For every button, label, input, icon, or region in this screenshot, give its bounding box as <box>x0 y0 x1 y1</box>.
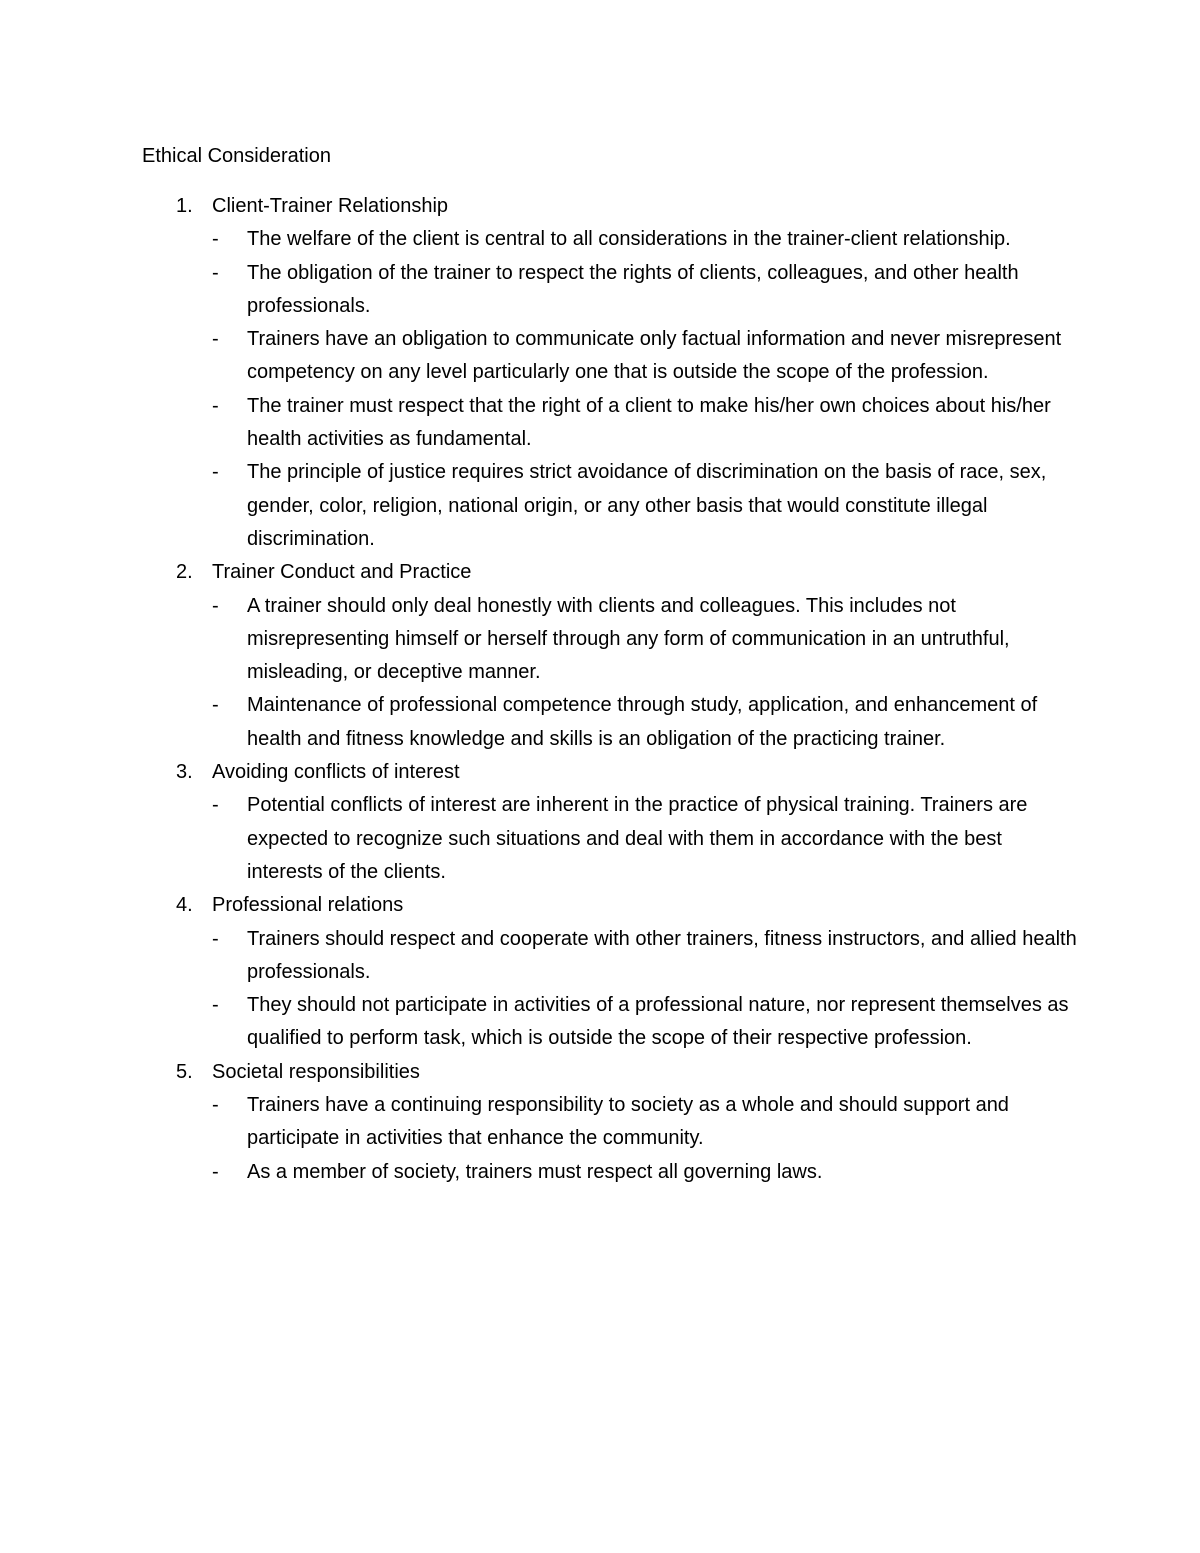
section-title: Societal responsibilities <box>212 1060 420 1083</box>
section-number: 4. <box>176 894 193 917</box>
dash-marker: - <box>212 1160 219 1183</box>
bullet-text: A trainer should only deal honestly with clients and colleagues. This includes not misrepresenting himself or herself through any form of communication in an untruthful, misleading, or deceptive manner. <box>247 594 1010 684</box>
dash-marker: - <box>212 228 219 251</box>
bullet-text: Trainers should respect and cooperate with other trainers, fitness instructors, and allied health professionals. <box>247 927 1077 983</box>
section-title: Trainer Conduct and Practice <box>212 561 472 584</box>
bullet-item <box>142 1156 1082 1189</box>
section-societal-responsibilities <box>142 1056 1082 1189</box>
dash-marker: - <box>212 594 219 617</box>
bullet-text: The principle of justice requires strict avoidance of discrimination on the basis of race, sex, gender, color, religion, national origin, or any other basis that would constitute illegal discrimination. <box>247 461 1047 550</box>
bullet-item <box>142 923 1082 990</box>
bullet-text: Trainers have an obligation to communicate only factual information and never misrepresent competency on any level particularly one that is outside the scope of the profession. <box>247 328 1062 384</box>
section-title: Client-Trainer Relationship <box>212 195 449 217</box>
bullet-list <box>142 223 1082 556</box>
section-client-trainer-relationship <box>142 190 1082 556</box>
dash-marker: - <box>212 328 219 351</box>
section-number: 5. <box>176 1060 193 1083</box>
dash-marker: - <box>212 261 219 284</box>
bullet-list <box>142 923 1082 1056</box>
section-trainer-conduct-and-practice <box>142 556 1082 756</box>
bullet-list <box>142 789 1082 889</box>
bullet-text: Maintenance of professional competence through study, application, and enhancement of health and fitness knowledge and skills is an obligation of the practicing trainer. <box>247 694 1038 750</box>
dash-marker: - <box>212 461 219 484</box>
bullet-item <box>142 223 1082 256</box>
bullet-item <box>142 456 1082 556</box>
dash-marker: - <box>212 794 219 817</box>
dash-marker: - <box>212 994 219 1017</box>
bullet-list <box>142 1089 1082 1189</box>
bullet-text: The trainer must respect that the right of a client to make his/her own choices about his/her health activities as fundamental. <box>247 394 1051 451</box>
dash-marker: - <box>212 694 219 717</box>
bullet-item <box>142 789 1082 889</box>
bullet-text: The obligation of the trainer to respect the rights of clients, colleagues, and other health professionals. <box>247 261 1019 317</box>
bullet-item <box>142 323 1082 390</box>
section-title: Professional relations <box>212 894 404 917</box>
dash-marker: - <box>212 1094 219 1117</box>
section-avoiding-conflicts-of-interest <box>142 756 1082 889</box>
section-list <box>142 190 1082 1189</box>
bullet-list <box>142 590 1082 756</box>
bullet-item <box>142 590 1082 690</box>
section-number: 1. <box>176 195 193 217</box>
bullet-item <box>142 257 1082 324</box>
bullet-text: Potential conflicts of interest are inherent in the practice of physical training. Trainers are expected to recognize such situations and deal with them in accordance with the best interests of the clients. <box>247 794 1028 883</box>
section-professional-relations <box>142 889 1082 1055</box>
bullet-text: The welfare of the client is central to all considerations in the trainer-client relationship. <box>247 228 1011 251</box>
dash-marker: - <box>212 927 219 950</box>
bullet-text: As a member of society, trainers must respect all governing laws. <box>247 1160 823 1183</box>
document-title: Ethical Consideration <box>142 145 331 167</box>
bullet-text: They should not participate in activities of a professional nature, nor represent themselves as qualified to perform task, which is outside the scope of their respective profession. <box>247 994 1069 1050</box>
section-heading <box>142 1056 1082 1089</box>
section-heading <box>142 889 1082 922</box>
bullet-item <box>142 390 1082 457</box>
section-heading <box>142 756 1082 789</box>
section-number: 3. <box>176 761 193 784</box>
section-title: Avoiding conflicts of interest <box>212 761 460 784</box>
section-number: 2. <box>176 561 193 584</box>
bullet-item <box>142 689 1082 756</box>
bullet-text: Trainers have a continuing responsibility to society as a whole and should support and participate in activities that enhance the community. <box>247 1094 1009 1150</box>
section-heading <box>142 190 1082 223</box>
dash-marker: - <box>212 394 219 417</box>
bullet-item <box>142 1089 1082 1156</box>
bullet-item <box>142 989 1082 1056</box>
section-heading <box>142 556 1082 589</box>
